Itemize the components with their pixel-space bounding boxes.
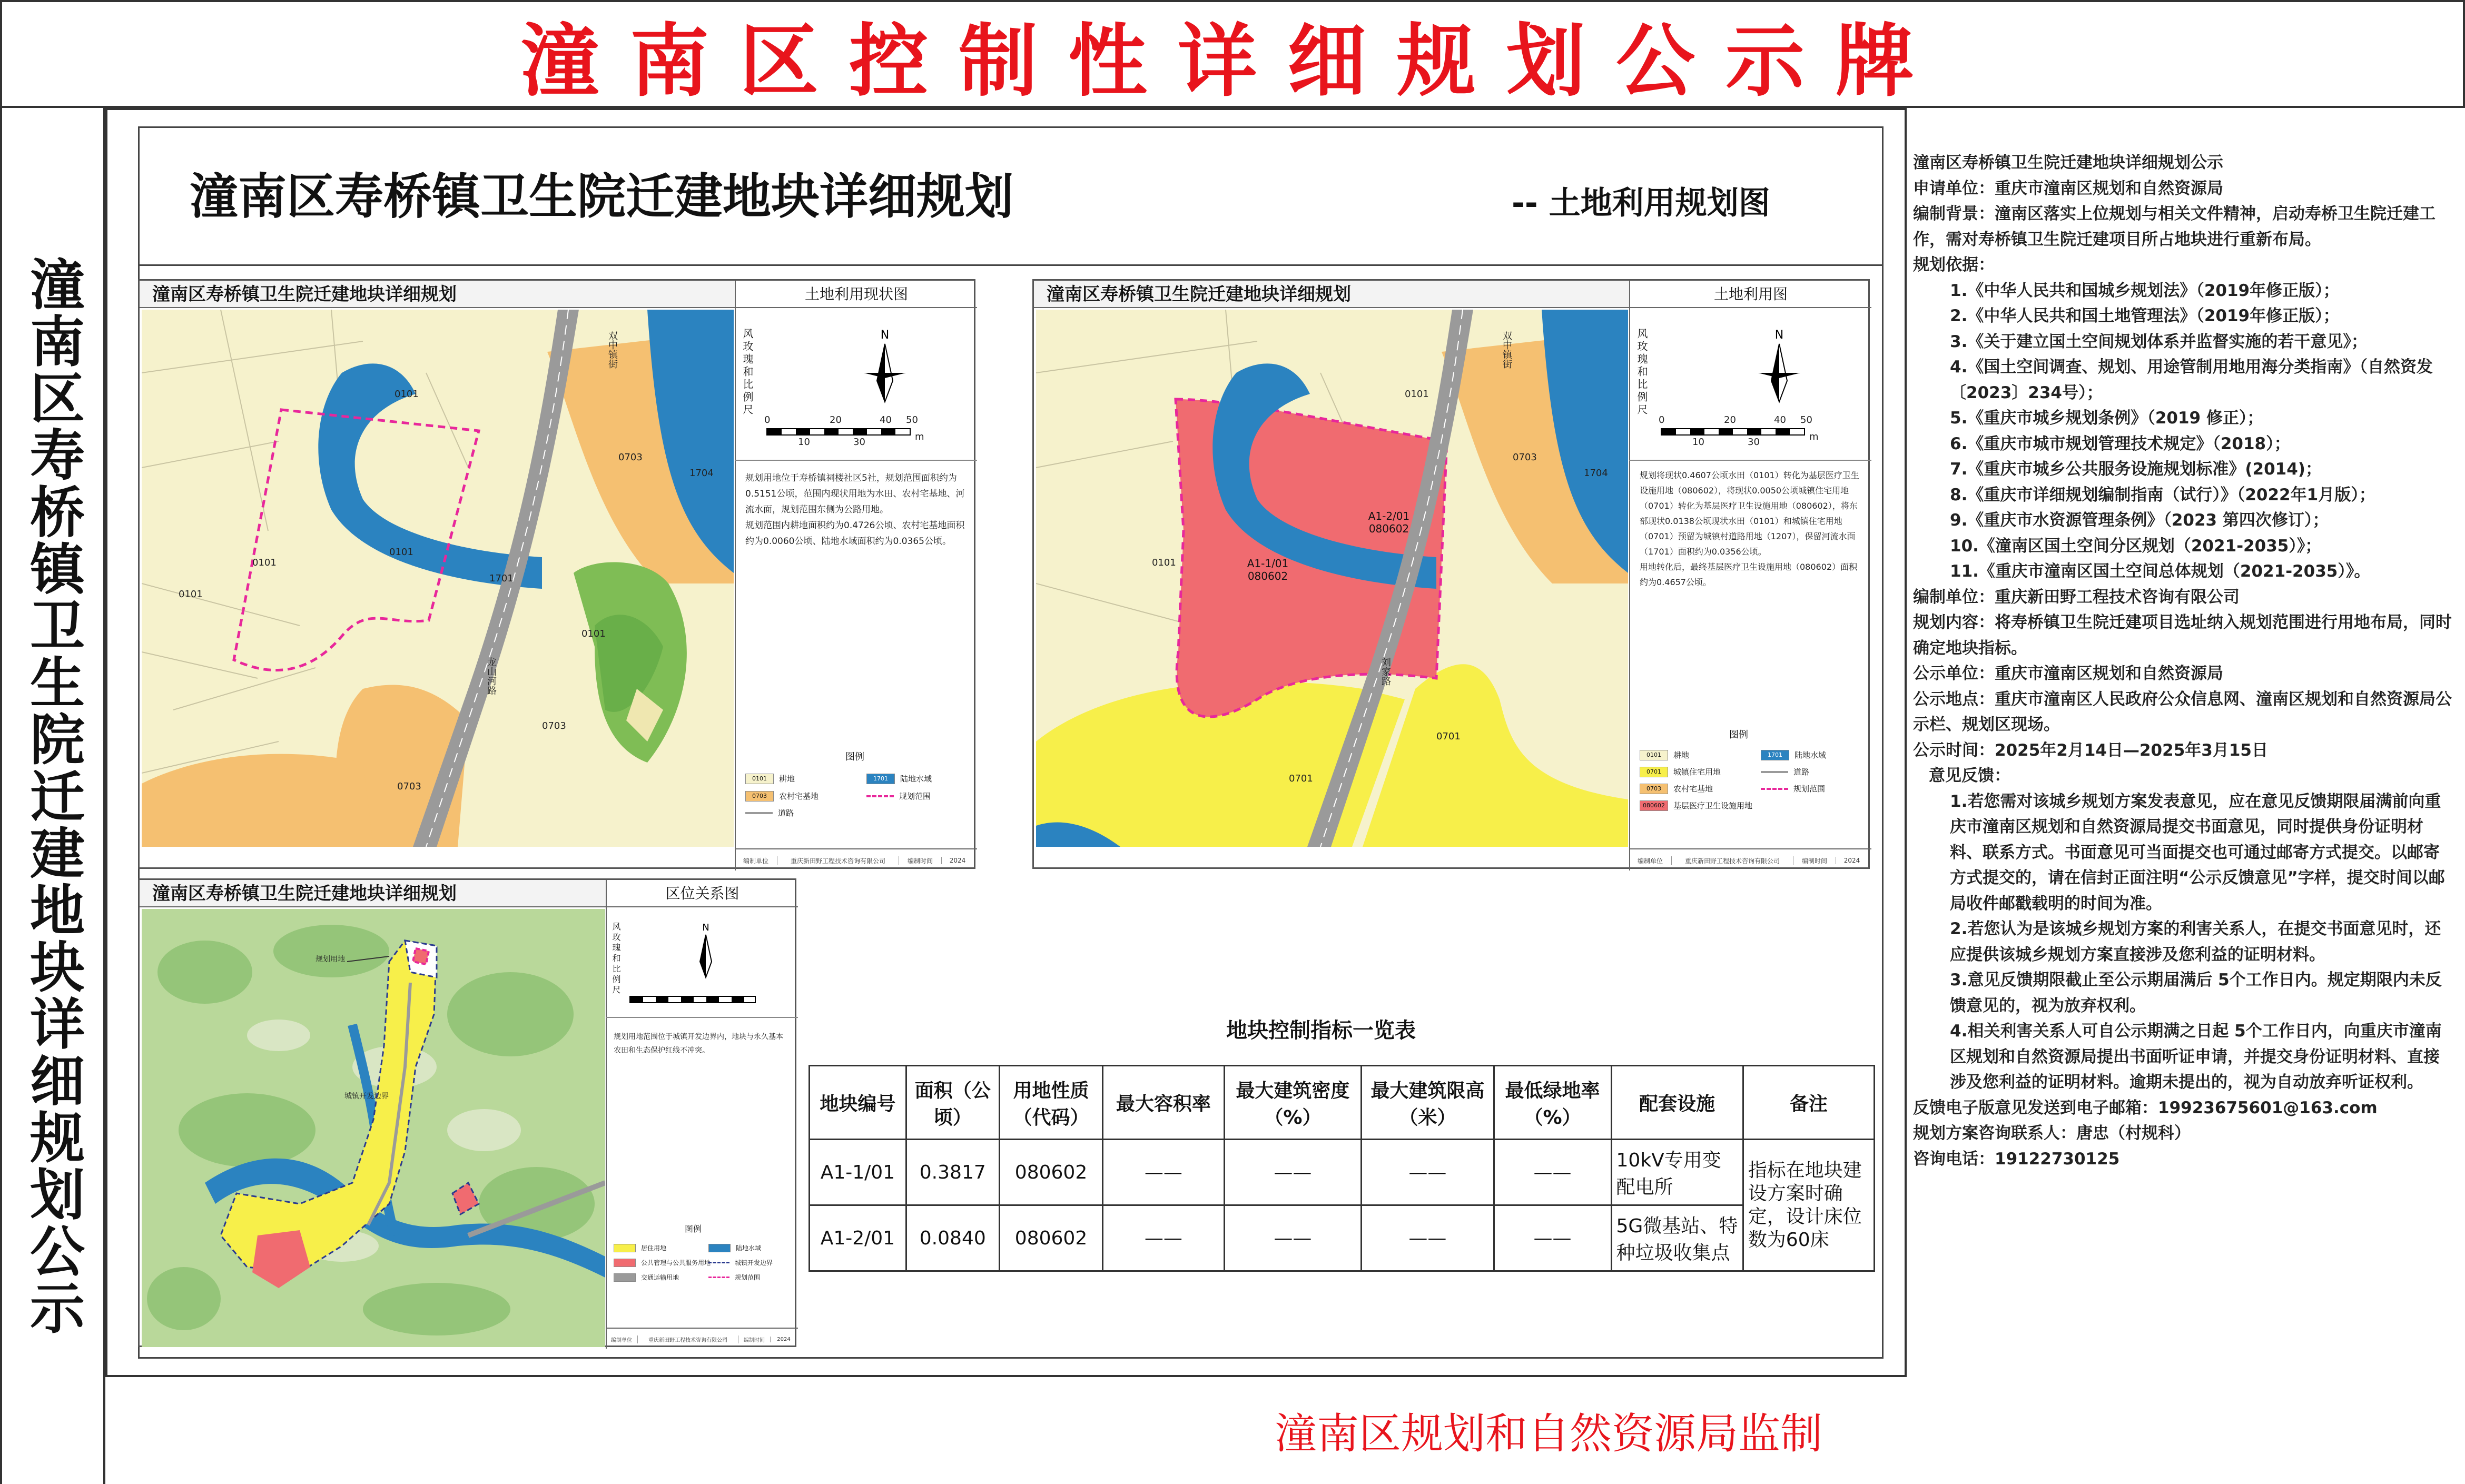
feedback-item: 1.若您需对该城乡规划方案发表意见，应在意见反馈期限届满前向重庆市潼南区规划和自然资源局提交书面意见，同时提供身份证明材料、联系方式。书面意见可当面提交也可通过邮寄方式提交。以邮寄方式提交的，请在信封正面注明“公示反馈意见”字样，提交时间以邮局收件邮戳载明的时间为准。: [1950, 792, 2445, 913]
table-cell: A1-1/01: [810, 1140, 906, 1205]
planned-description: 规划将现状0.4607公顷水田（0101）转化为基层医疗卫生设施用地（080602），将现状0.0050公顷城镇住宅用地（0701）转化为基层医疗卫生设施用地（080602），将东部现状0.0138公顷现状水田（0101）和城镇住宅用地（0701）预留为城镇村道路用地（1207），保留河流水面（1701）面积约为0.0356公顷。 用地转化后，最终基层医疗卫生设施用地（080602）面积约为0.4657公顷。: [1640, 470, 1859, 587]
current-land-use-panel: [138, 279, 975, 869]
notice-text: [1913, 150, 2456, 1172]
legend-swatch: [614, 1273, 636, 1282]
basis-item: 6.《重庆市城市规划管理技术规定》（2018）；: [1950, 434, 2291, 453]
side-title-frame: [0, 108, 105, 1484]
basis-item: 11.《重庆市潼南区国土空间总体规划（2021-2035）》。: [1950, 562, 2371, 581]
table-cell: 10kV专用变配电所: [1611, 1140, 1743, 1205]
legend-swatch: [708, 1244, 731, 1252]
legend-swatch: [708, 1262, 729, 1263]
table-cell: 080602: [999, 1140, 1103, 1205]
legend-item: 0101 耕地: [745, 773, 795, 784]
svg-text:N: N: [880, 329, 890, 342]
footer-label: 编制时间: [738, 1335, 770, 1343]
notice-time: 公示时间：2025年2月14日—2025年3月15日: [1913, 740, 2268, 760]
title-divider: [138, 264, 1884, 266]
map-label: 1704: [1584, 468, 1608, 479]
legend-item: 公共管理与公共服务用地: [614, 1258, 711, 1267]
legend-item: 0101 耕地: [1640, 749, 1689, 760]
table-header: 最大建筑密度（%）: [1224, 1066, 1362, 1140]
basis-item: 5.《重庆市城乡规划条例》（2019 修正）；: [1950, 409, 2264, 428]
legend-item: 080602 基层医疗卫生设施用地: [1640, 800, 1752, 811]
panel-side-head: 区位关系图: [606, 880, 798, 907]
legend-swatch: 0101: [745, 774, 774, 784]
table-cell: 080602: [999, 1205, 1103, 1271]
map-label: 0101: [179, 589, 203, 600]
legend-swatch: [1761, 788, 1788, 790]
map-label: 0701: [1289, 773, 1313, 784]
footer-sign: 潼南区规划和自然资源局监制: [1275, 1409, 1822, 1458]
legend-item: 陆地水域: [708, 1243, 761, 1252]
legend-title: 图例: [1729, 729, 1748, 740]
panel-footer: [1629, 848, 1871, 872]
location-map: [142, 909, 605, 1347]
legend-title: 图例: [685, 1224, 702, 1234]
scale-bar: [629, 996, 756, 1003]
legend-item: 0701 城镇住宅用地: [1640, 766, 1721, 777]
basis-item: 9.《重庆市水资源管理条例》（2023 第四次修订）；: [1950, 511, 2329, 530]
planned-land-use-map: [1036, 310, 1628, 847]
footer-label: 编制时间: [1793, 856, 1836, 865]
legend-swatch: [866, 795, 894, 797]
table-cell: 0.3817: [906, 1140, 999, 1205]
panel-footer: [735, 848, 977, 872]
planned-land-use-panel: [1032, 279, 1870, 869]
notice-basis-title: 规划依据：: [1913, 255, 1995, 274]
planned-map-svg: [1036, 310, 1628, 847]
table-cell: 0.0840: [906, 1205, 999, 1271]
table-cell: ——: [1224, 1140, 1362, 1205]
notice-contact: 规划方案咨询联系人：唐忠（村规科）: [1913, 1124, 2191, 1143]
notice-place: 公示地点：重庆市潼南区人民政府公众信息网、潼南区规划和自然资源局公示栏、规划区现场。: [1913, 689, 2452, 734]
table-row: [810, 1205, 1875, 1271]
legend-item: 道路: [745, 807, 794, 818]
current-map-svg: [142, 310, 734, 847]
road-label: 刘家路: [1380, 657, 1391, 686]
panel-side-head: 土地利用图: [1629, 281, 1871, 308]
legend-swatch: [745, 812, 773, 814]
legend-item: 城镇开发边界: [708, 1258, 773, 1267]
map-label: 0703: [397, 781, 421, 792]
map-label: 0101: [252, 557, 277, 568]
table-cell: ——: [1362, 1140, 1494, 1205]
table-header: 备注: [1743, 1066, 1874, 1140]
table-cell: ——: [1103, 1205, 1224, 1271]
side-divider: [606, 1017, 798, 1018]
map-label: 1701: [489, 573, 514, 584]
map-label: 城镇开发边界: [344, 1092, 389, 1101]
table-cell: ——: [1224, 1205, 1362, 1271]
footer-company: 重庆新田野工程技术咨询有限公司: [777, 856, 899, 865]
scale-note: 风玫瑰和比例尺: [741, 328, 754, 417]
location-description: 规划用地范围位于城镇开发边界内，地块与永久基本农田和生态保护红线不冲突。: [614, 1033, 783, 1055]
legend-item: 交通运输用地: [614, 1273, 679, 1282]
legend-item: 1701 陆地水域: [866, 773, 932, 784]
scale-note: 风玫瑰和比例尺: [1635, 328, 1648, 417]
scale-note: 风玫瑰和比例尺: [611, 922, 621, 996]
panel-side-head: 土地利用现状图: [735, 281, 977, 308]
control-index-table: [808, 1065, 1875, 1272]
legend-item: 居住用地: [614, 1243, 666, 1252]
legend-swatch: 1701: [866, 774, 895, 784]
panel-head: 潼南区寿桥镇卫生院迁建地块详细规划: [140, 281, 735, 308]
table-cell: A1-2/01: [810, 1205, 906, 1271]
side-title: 潼南区寿桥镇卫生院迁建地块详细规划公示: [21, 255, 85, 1337]
table-header: 用地性质（代码）: [999, 1066, 1103, 1140]
map-label: 0101: [1152, 557, 1176, 568]
table-header: 配套设施: [1611, 1066, 1743, 1140]
basis-item: 4.《国土空间调查、规划、用途管制用地用海分类指南》（自然资发〔2023〕234号）；: [1950, 358, 2433, 402]
legend-swatch: 0703: [745, 791, 774, 802]
legend-item: 0703 农村宅基地: [1640, 783, 1713, 794]
table-cell: ——: [1494, 1140, 1611, 1205]
footer-label: 编制单位: [1637, 857, 1663, 865]
footer-company: 重庆新田野工程技术咨询有限公司: [637, 1335, 738, 1343]
map-label: 0703: [618, 452, 643, 463]
footer-label: 编制时间: [899, 856, 941, 865]
legend-item: 规划范围: [866, 790, 931, 802]
location-map-svg: [142, 909, 605, 1347]
scale-bar: 0 20 40 50 10 30 m: [1659, 414, 1819, 448]
location-panel: [138, 878, 796, 1347]
scale-bar: 0 20 40 50 10 30 m: [764, 414, 924, 448]
table-cell: ——: [1494, 1205, 1611, 1271]
parcel-label-a1-2: A1-2/01 080602: [1368, 510, 1410, 535]
legend-item: 1701 陆地水域: [1761, 749, 1826, 760]
notice-title: 潼南区寿桥镇卫生院迁建地块详细规划公示: [1913, 153, 2223, 172]
footer-year: 2024: [941, 857, 973, 864]
basis-item: 2.《中华人民共和国土地管理法》（2019年修正版）；: [1950, 306, 2340, 325]
table-cell: ——: [1103, 1140, 1224, 1205]
plan-title: 潼南区寿桥镇卫生院迁建地块详细规划: [190, 169, 1014, 225]
table-header: 最大容积率: [1103, 1066, 1224, 1140]
notice-background: 编制背景：潼南区落实上位规划与相关文件精神，启动寿桥卫生院迁建工作，需对寿桥镇卫生院迁建项目所占地块进行重新布局。: [1913, 204, 2436, 249]
footer-company: 重庆新田野工程技术咨询有限公司: [1671, 856, 1793, 865]
legend-item: 规划范围: [708, 1273, 760, 1282]
current-land-use-map: [142, 310, 734, 847]
north-arrow-icon: [853, 328, 916, 412]
notice-compiler: 编制单位：重庆新田野工程技术咨询有限公司: [1913, 587, 2240, 607]
basis-item: 1.《中华人民共和国城乡规划法》（2019年修正版）；: [1950, 281, 2340, 300]
footer-year: 2024: [1836, 857, 1868, 864]
table-header: 最低绿地率（%）: [1494, 1066, 1611, 1140]
map-label: 0703: [542, 720, 566, 731]
basis-item: 3.《关于建立国土空间规划体系并监督实施的若干意见》；: [1950, 332, 2368, 351]
footer-label: 编制单位: [743, 857, 768, 865]
map-label: 0101: [395, 389, 419, 400]
legend-swatch: 0701: [1640, 767, 1668, 777]
table-remark-cell: 指标在地块建设方案时确定，设计床位数为60床: [1743, 1140, 1874, 1271]
road-label: 双中镇街: [607, 331, 618, 369]
road-label: 双中镇街: [1501, 331, 1512, 369]
legend-swatch: [614, 1259, 636, 1267]
map-label: 0101: [1405, 389, 1429, 400]
notice-phone: 咨询电话：19122730125: [1913, 1149, 2120, 1169]
north-arrow-icon: [1748, 328, 1811, 412]
map-label: 1704: [689, 468, 714, 479]
legend-swatch: [708, 1277, 729, 1278]
plan-subtitle: -- 土地利用规划图: [1512, 185, 1770, 222]
legend-swatch: [1761, 771, 1788, 773]
notice-publisher: 公示单位：重庆市潼南区规划和自然资源局: [1913, 664, 2223, 683]
notice-applicant: 申请单位：重庆市潼南区规划和自然资源局: [1913, 179, 2223, 198]
basis-item: 10.《潼南区国土空间分区规划（2021-2035）》；: [1950, 536, 2322, 556]
road-label: 龙山河路: [486, 657, 497, 695]
table-cell: 5G微基站、特种垃圾收集点: [1611, 1205, 1743, 1271]
notice-feedback-title: 意见反馈：: [1929, 766, 2010, 785]
table-header: 最大建筑限高（米）: [1362, 1066, 1494, 1140]
feedback-item: 2.若您认为是该城乡规划方案的利害关系人，在提交书面意见时，还应提供该城乡规划方案直接涉及您利益的证明材料。: [1950, 919, 2441, 964]
current-description: 规划用地位于寿桥镇祠楼社区5社，规划范围面积约为0.5151公顷，范围内现状用地为水田、农村宅基地、河流水面，规划范围东侧为公路用地。 规划范围内耕地面积约为0.4726公顷、农村宅基地面积约为0.0060公顷、陆地水域面积约为0.0365公顷。: [745, 473, 965, 547]
footer-year: 2024: [770, 1337, 797, 1342]
map-label: 规划用地: [315, 955, 345, 964]
table-header-row: [810, 1066, 1875, 1140]
legend-item: 0703 农村宅基地: [745, 790, 819, 802]
legend-swatch: 0703: [1640, 784, 1668, 794]
table-header: 面积（公顷）: [906, 1066, 999, 1140]
parcel-label-a1-1: A1-1/01 080602: [1247, 557, 1289, 582]
map-label: 0101: [581, 628, 606, 639]
legend-swatch: [614, 1244, 636, 1252]
map-label: 0101: [389, 547, 413, 558]
legend-title: 图例: [845, 751, 864, 763]
svg-text:N: N: [702, 922, 709, 933]
side-divider: [1629, 460, 1871, 461]
notice-email[interactable]: 反馈电子版意见发送到电子邮箱：19923675601@163.com: [1913, 1098, 2378, 1117]
north-arrow-icon: [682, 922, 729, 985]
index-table-title: 地块控制指标一览表: [1226, 1018, 1416, 1043]
svg-text:N: N: [1774, 329, 1784, 342]
panel-footer: [606, 1328, 798, 1350]
legend-swatch: 1701: [1761, 750, 1789, 760]
legend-item: 规划范围: [1761, 783, 1825, 794]
map-label: 0701: [1436, 731, 1461, 742]
table-header: 地块编号: [810, 1066, 906, 1140]
legend-swatch: 0101: [1640, 750, 1668, 760]
map-label: 0703: [1513, 452, 1537, 463]
side-divider: [735, 460, 977, 461]
panel-head: 潼南区寿桥镇卫生院迁建地块详细规划: [1034, 281, 1629, 308]
legend-item: 道路: [1761, 766, 1809, 777]
feedback-item: 3.意见反馈期限截止至公示期届满后 5个工作日内。规定期限内未反馈意见的，视为放弃权利。: [1950, 971, 2442, 1015]
table-cell: ——: [1362, 1205, 1494, 1271]
footer-label: 编制单位: [611, 1337, 632, 1343]
feedback-item: 4.相关利害关系人可自公示期满之日起 5个工作日内，向重庆市潼南区规划和自然资源局提出书面听证申请，并提交身份证明材料、直接涉及您利益的证明材料。逾期未提出的，视为自动放弃听证权利。: [1950, 1022, 2442, 1092]
table-row: [810, 1140, 1875, 1205]
basis-item: 8.《重庆市详细规划编制指南（试行）》（2022年1月版）；: [1950, 485, 2375, 504]
board-title: 潼南区控制性详细规划公示牌: [520, 15, 1945, 107]
board-title-frame: [0, 0, 2465, 108]
legend-swatch: 080602: [1640, 800, 1668, 811]
basis-item: 7.《重庆市城乡公共服务设施规划标准》(2014)；: [1950, 460, 2322, 479]
panel-head: 潼南区寿桥镇卫生院迁建地块详细规划: [140, 880, 606, 907]
notice-content: 规划内容：将寿桥镇卫生院迁建项目选址纳入规划范围进行用地布局，同时确定地块指标。: [1913, 613, 2452, 658]
